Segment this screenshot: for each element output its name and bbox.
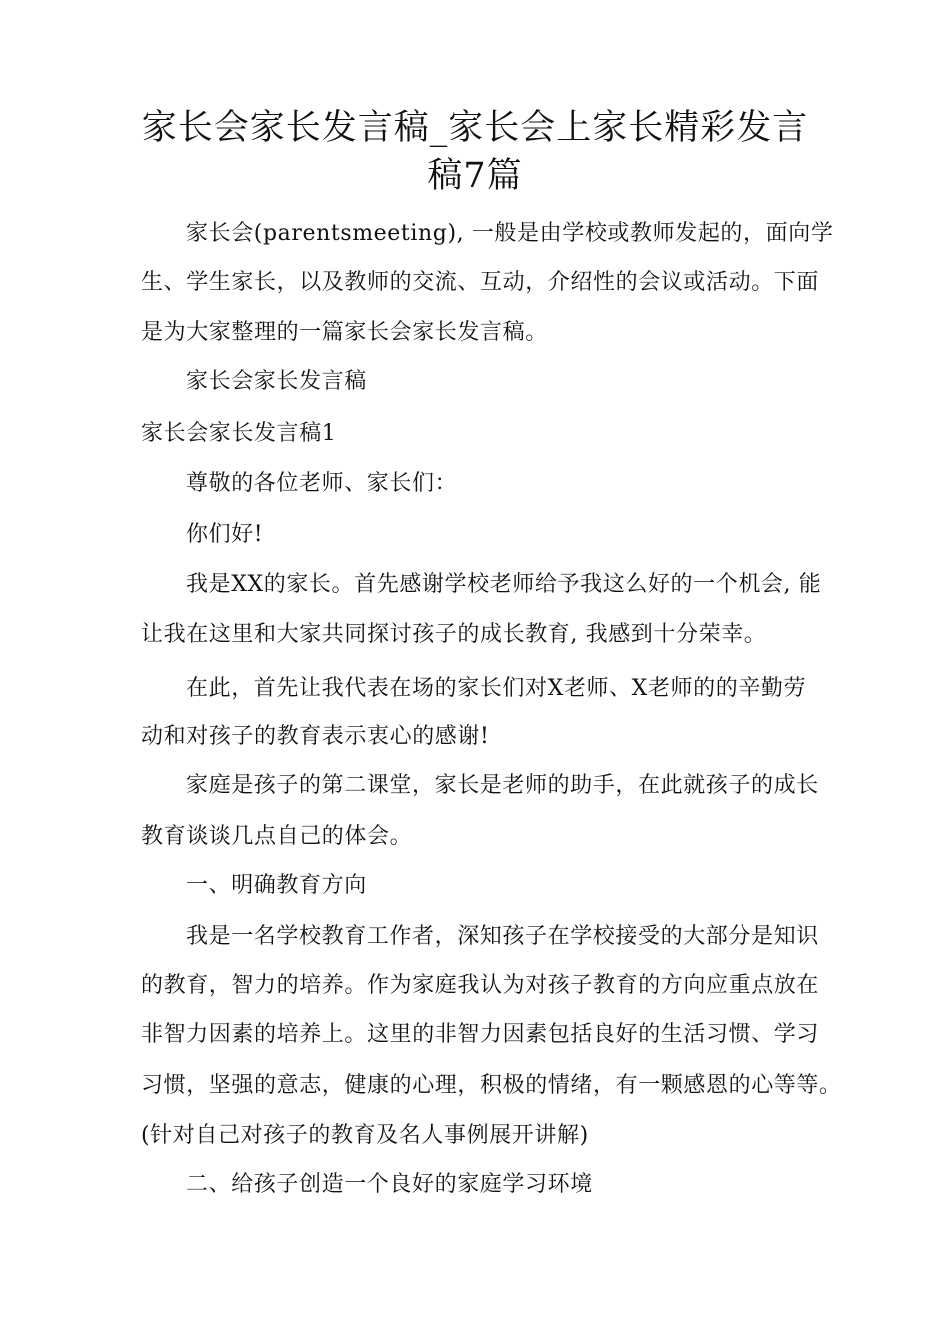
paragraph-line: 让我在这里和大家共同探讨孩子的成长教育, 我感到十分荣幸。 — [141, 622, 767, 647]
paragraph-line: 家长会(parentsmeeting), 一般是由学校或教师发起的，面向学 — [186, 221, 834, 246]
paragraph-line: 我是XX的家长。首先感谢学校老师给予我这么好的一个机会, 能 — [186, 572, 822, 597]
section-heading: 家长会家长发言稿 — [186, 369, 367, 394]
paragraph-line: 家庭是孩子的第二课堂，家长是老师的助手，在此就孩子的成长 — [186, 773, 819, 798]
document-title-line2: 稿7篇 — [427, 156, 523, 196]
paragraph-line: 在此，首先让我代表在场的家长们对X老师、X老师的的辛勤劳 — [186, 676, 807, 701]
paragraph-line: 动和对孩子的教育表示衷心的感谢! — [141, 724, 490, 749]
paragraph-line: 是为大家整理的一篇家长会家长发言稿。 — [141, 320, 548, 345]
paragraph-line: 的教育，智力的培养。作为家庭我认为对孩子教育的方向应重点放在 — [141, 973, 820, 998]
document-title-line1: 家长会家长发言稿_家长会上家长精彩发言 — [141, 108, 809, 148]
point-heading-2: 二、给孩子创造一个良好的家庭学习环境 — [186, 1172, 593, 1197]
paragraph-line: 教育谈谈几点自己的体会。 — [141, 824, 413, 849]
paragraph-line: 我是一名学校教育工作者，深知孩子在学校接受的大部分是知识 — [186, 924, 819, 949]
salutation: 尊敬的各位老师、家长们： — [186, 471, 458, 496]
paragraph-line: 非智力因素的培养上。这里的非智力因素包括良好的生活习惯、学习 — [141, 1022, 820, 1047]
greeting: 你们好! — [186, 522, 264, 547]
point-heading-1: 一、明确教育方向 — [186, 873, 367, 898]
subsection-heading: 家长会家长发言稿1 — [141, 421, 337, 446]
paragraph-line: (针对自己对孩子的教育及名人事例展开讲解) — [141, 1123, 589, 1148]
paragraph-line: 生、学生家长，以及教师的交流、互动，介绍性的会议或活动。下面 — [141, 270, 820, 295]
paragraph-line: 习惯，坚强的意志，健康的心理，积极的情绪，有一颗感恩的心等等。 — [141, 1073, 842, 1098]
